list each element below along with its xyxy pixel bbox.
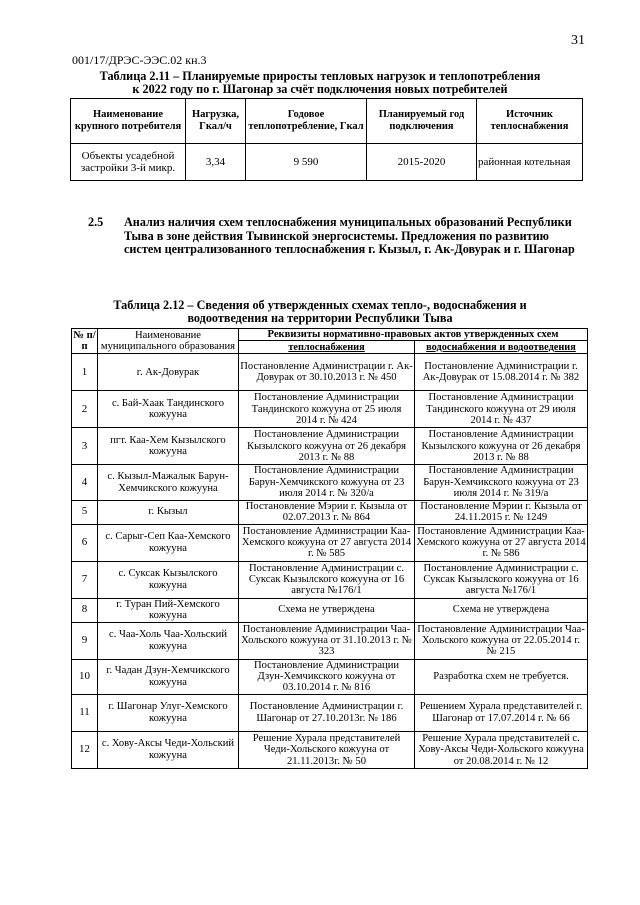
table-row [72,524,588,561]
cell-heat-supply-act: Постановление Администрации г. Ак-Довурак от 30.10.2013 г. № 450 [239,354,415,391]
cell-water-supply-act: Разработка схем не требуется. [415,659,588,694]
cell-heat-supply-act: Постановление Администрации с. Суксак Кызылского кожууна от 16 августа №176/1 [239,561,415,598]
cell-municipality: с. Чаа-Холь Чаа-Хольский кожууна [98,622,239,659]
cell-number: 6 [72,524,98,561]
cell-water-supply-act: Постановление Администрации Барун-Хемчикского кожууна от 23 июля 2014 г. № 319/а [415,465,588,500]
cell-number: 5 [72,500,98,524]
cell-number: 2 [72,391,98,428]
section-heading [88,216,588,257]
cell-heat-supply-act: Постановление Администрации Тандинского кожууна от 25 июля 2014 г. № 424 [239,391,415,428]
cell-heat-supply-act: Постановление Администрации Кызылского кожууна от 26 декабря 2013 г. № 88 [239,428,415,465]
cell-water-supply-act: Схема не утверждена [415,598,588,622]
cell-number: 4 [72,465,98,500]
cell-number: 7 [72,561,98,598]
table2-caption [60,299,580,325]
cell-municipality: г. Кызыл [98,500,239,524]
table-row [72,598,588,622]
header-number: № п/п [73,329,96,353]
cell-number: 11 [72,694,98,731]
table-row [72,561,588,598]
cell-heat-supply-act: Постановление Администрации Дзун-Хемчикского кожууна от 03.10.2014 г. № 816 [239,659,415,694]
table1-caption [60,70,580,96]
table-row [72,465,588,500]
table-row [72,428,588,465]
table-row [72,659,588,694]
cell-heat-supply-act: Постановление Администрации Каа-Хемского кожууна от 27 августа 2014 г. № 585 [239,524,415,561]
cell-number: 12 [72,731,98,768]
cell-municipality: с. Хову-Аксы Чеди-Хольский кожууна [98,731,239,768]
cell-water-supply-act: Постановление Администрации с. Суксак Кызылского кожууна от 16 августа №176/1 [415,561,588,598]
cell-load: 3,34 [186,144,246,181]
cell-heat-supply-act: Постановление Администрации Барун-Хемчикского кожууна от 23 июля 2014 г. № 320/а [239,465,415,500]
cell-water-supply-act: Постановление Администрации Кызылского кожууна от 26 декабря 2013 г. № 88 [415,428,588,465]
cell-number: 9 [72,622,98,659]
header-heat-supply: теплоснабжения [239,341,415,354]
cell-water-supply-act: Постановление Администрации Каа-Хемского кожууна от 27 августа 2014 г. № 586 [416,525,586,560]
cell-water-supply-act: Решение Хурала представителей с. Хову-Аксы Чеди-Хольского кожууна от 20.08.2014 г. № 12 [415,731,588,768]
header-legal-acts: Реквизиты нормативно-правовых актов утвержденных схем [239,329,588,341]
cell-connection-year: 2015-2020 [367,144,477,181]
header-load: Нагрузка, Гкал/ч [186,99,246,144]
header-municipality: Наименование муниципального образования [98,329,239,354]
cell-number: 8 [72,598,98,622]
cell-number: 3 [72,428,98,465]
cell-water-supply-act: Постановление Администрации Тандинского кожууна от 29 июля 2014 г. № 437 [415,391,588,428]
cell-consumer: Объекты усадебной застройки 3-й микр. [71,144,186,181]
table1-caption-line2: к 2022 году по г. Шагонар за счёт подключения новых потребителей [132,82,508,96]
header-heat-source: Источник теплоснабжения [477,99,583,144]
heat-load-table [70,98,583,181]
header-annual-consumption: Годовое теплопотребление, Гкал [246,99,367,144]
table-row [72,694,588,731]
cell-municipality: с. Суксак Кызылского кожууна [98,561,239,598]
cell-municipality: г. Чадан Дзун-Хемчикского кожууна [98,659,239,694]
cell-water-supply-act: Постановление Мэрии г. Кызыла от 24.11.2015 г. № 1249 [415,500,588,524]
cell-heat-supply-act: Схема не утверждена [239,598,415,622]
cell-municipality: с. Кызыл-Мажалык Барун-Хемчикского кожууна [98,465,239,500]
cell-water-supply-act: Постановление Администрации Чаа-Хольского кожууна от 22.05.2014 г. № 215 [415,622,588,659]
table1-caption-line1: Таблица 2.11 – Планируемые приросты тепловых нагрузок и теплопотребления [99,69,541,83]
page-number: 31 [571,33,585,48]
section-number: 2.5 [88,215,104,229]
cell-heat-source: районная котельная [477,144,583,181]
cell-heat-supply-act: Постановление Мэрии г. Кызыла от 02.07.2013 г. № 864 [239,500,415,524]
document-code: 001/17/ДРЭС-ЭЭС.02 кн.3 [72,53,207,67]
cell-heat-supply-act: Постановление Администрации Чаа-Хольского кожууна от 31.10.2013 г. № 323 [239,622,415,659]
table2-caption-line1: Таблица 2.12 – Сведения об утвержденных схемах тепло-, водоснабжения и [113,298,527,312]
table2-caption-line2: водоотведения на территории Республики Тыва [187,311,453,325]
table-row [72,731,588,768]
cell-heat-supply-act: Решение Хурала представителей Чеди-Хольского кожууна от 21.11.2013г. № 50 [239,731,415,768]
cell-municipality: г. Шагонар Улуг-Хемского кожууна [98,694,239,731]
table-row [71,144,583,181]
supply-schemes-table [71,328,588,769]
cell-municipality: с. Бай-Хаак Тандинского кожууна [98,391,239,428]
header-connection-year: Планируемый год подключения [367,99,477,144]
cell-annual-consumption: 9 590 [246,144,367,181]
table-row [72,354,588,391]
table-header-row [72,329,588,341]
table-header-row [71,99,583,144]
cell-municipality: г. Ак-Довурак [98,354,239,391]
cell-heat-supply-act: Постановление Администрации г. Шагонар от 27.10.2013г. № 186 [239,694,415,731]
cell-water-supply-act: Постановление Администрации г. Ак-Довурак от 15.08.2014 г. № 382 [415,354,588,391]
table-row [72,500,588,524]
cell-number: 1 [72,354,98,391]
section-title: Анализ наличия схем теплоснабжения муниципальных образований Республики Тыва в зоне действия Тывинской энергосистемы. Предложения по развитию систем централизованного теплоснабжения г. Кызыл, г. Ак-Довурак и г. Шагонар [124,215,575,257]
cell-municipality: г. Туран Пий-Хемского кожууна [98,598,239,622]
table-row [72,391,588,428]
cell-water-supply-act: Решением Хурала представителей г. Шагонар от 17.07.2014 г. № 66 [415,694,588,731]
table-row [72,622,588,659]
cell-municipality: с. Сарыг-Сеп Каа-Хемского кожууна [98,524,239,561]
header-consumer: Наименование крупного потребителя [71,99,186,144]
cell-number: 10 [72,659,98,694]
header-water-supply: водоснабжения и водоотведения [415,341,588,354]
cell-municipality: пгт. Каа-Хем Кызылского кожууна [98,428,239,465]
